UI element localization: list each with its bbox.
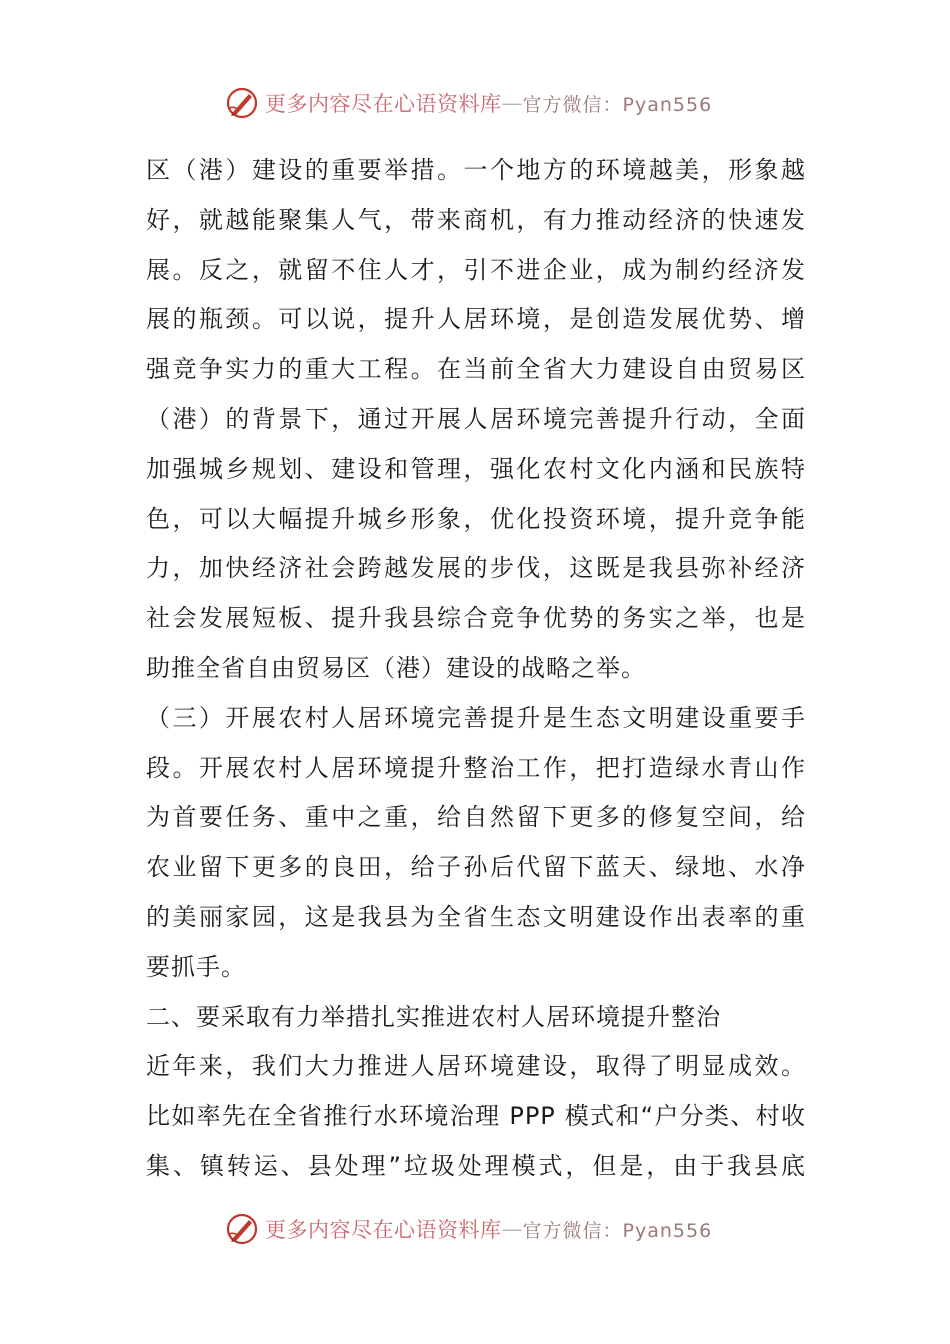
text-line: 集、镇转运、县处理”垃圾处理模式，但是，由于我县底 [146, 1151, 806, 1180]
watermark-header [225, 86, 712, 120]
text-line: 力，加快经济社会跨越发展的步伐，这既是我县弥补经济 [146, 554, 806, 583]
text-line: 展的瓶颈。可以说，提升人居环境，是创造发展优势、增 [146, 305, 806, 334]
text-line: 近年来，我们大力推进人居环境建设，取得了明显成效。 [146, 1052, 806, 1081]
text-line: 区（港）建设的重要举措。一个地方的环境越美，形象越 [146, 156, 806, 184]
watermark-contact: 官方微信：Pyan556 [522, 93, 713, 116]
watermark-brand: 更多内容尽在心语资料库 [265, 1218, 502, 1242]
text-line: 好，就越能聚集人气，带来商机，有力推动经济的快速发 [146, 205, 806, 234]
text-line: 加强城乡规划、建设和管理，强化农村文化内涵和民族特 [146, 454, 806, 483]
text-line: 的美丽家园，这是我县为全省生态文明建设作出表率的重 [146, 902, 806, 931]
text-line: 比如率先在全省推行水环境治理 PPP 模式和“户分类、村收 [146, 1102, 806, 1131]
watermark-separator: — [501, 1217, 523, 1241]
watermark-separator: — [501, 91, 523, 115]
text-line: 展。反之，就留不住人才，引不进企业，成为制约经济发 [146, 255, 806, 284]
text-line: 色，可以大幅提升城乡形象，优化投资环境，提升竞争能 [146, 504, 806, 533]
watermark-contact: 官方微信：Pyan556 [522, 1219, 713, 1242]
section-heading: （三）开展农村人居环境完善提升是生态文明建设重要手 [146, 703, 806, 732]
section-heading: 二、要采取有力举措扎实推进农村人居环境提升整治 [146, 1002, 721, 1031]
text-line: 要抓手。 [146, 952, 246, 981]
text-line: 农业留下更多的良田，给子孙后代留下蓝天、绿地、水净 [146, 853, 806, 882]
document-body [146, 146, 806, 1192]
watermark-brand: 更多内容尽在心语资料库 [265, 92, 502, 116]
text-line: 为首要任务、重中之重，给自然留下更多的修复空间，给 [146, 803, 806, 832]
pen-logo-icon [225, 1212, 259, 1246]
text-line: 强竞争实力的重大工程。在当前全省大力建设自由贸易区 [146, 355, 806, 384]
text-line: 社会发展短板、提升我县综合竞争优势的务实之举，也是 [146, 604, 806, 633]
text-line: 段。开展农村人居环境提升整治工作，把打造绿水青山作 [146, 753, 806, 782]
text-line: （港）的背景下，通过开展人居环境完善提升行动，全面 [146, 404, 806, 433]
text-line: 助推全省自由贸易区（港）建设的战略之举。 [146, 653, 646, 682]
pen-logo-icon [225, 86, 259, 120]
watermark-footer [225, 1212, 712, 1246]
